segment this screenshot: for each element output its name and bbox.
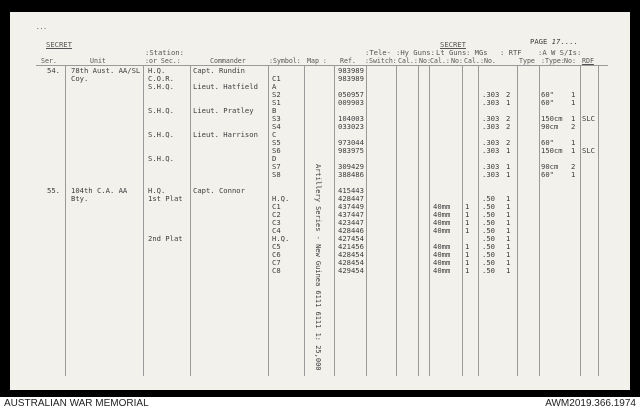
col-hy-guns: :Hy Guns:: [396, 48, 435, 57]
cell-mg-no: 1: [506, 226, 511, 235]
cell-aws-no: 1: [571, 114, 576, 123]
cell-aws-no: 2: [571, 162, 576, 171]
cell-sym: S3: [272, 114, 281, 123]
cell-mg-no: 1: [506, 266, 511, 275]
cell-aws-type: 60": [541, 98, 554, 107]
cell-sym: D: [272, 154, 277, 163]
cell-mg-cal: .50: [482, 250, 495, 259]
cell-sym: H.Q.: [272, 194, 290, 203]
col-divider: [429, 66, 430, 376]
cell-station: 1st Plat: [148, 194, 183, 203]
cell-mg-cal: .50: [482, 210, 495, 219]
cell-mg-no: 2: [506, 138, 511, 147]
cell-mg-no: 2: [506, 122, 511, 131]
cell-lt-no: 1: [465, 202, 470, 211]
col-aws: :A W S/Is:: [538, 48, 582, 57]
cell-station: 2nd Plat: [148, 234, 183, 243]
col-divider: [580, 66, 581, 376]
cell-lt-cal: 40mm: [433, 202, 451, 211]
cell-ref: 973044: [338, 138, 364, 147]
cell-aws-type: 60": [541, 170, 554, 179]
cell-aws-no: 1: [571, 98, 576, 107]
cell-sym: C1: [272, 74, 281, 83]
cell-ref: 428446: [338, 226, 364, 235]
col-lt-guns: Lt Guns: [436, 48, 467, 57]
cell-station: S.H.Q.: [148, 154, 174, 163]
col-station: :Station:: [145, 48, 184, 57]
cell-ref: 423447: [338, 218, 364, 227]
cell-lt-no: 1: [465, 258, 470, 267]
cell-mg-cal: .50: [482, 226, 495, 235]
document-page: [10, 12, 630, 390]
cell-sym: C8: [272, 266, 281, 275]
col-ref: Ref.: [340, 57, 356, 65]
cell-mg-no: 1: [506, 170, 511, 179]
cell-ref: 428454: [338, 258, 364, 267]
col-divider: [418, 66, 419, 376]
cell-lt-no: 1: [465, 266, 470, 275]
cell-lt-cal: 40mm: [433, 242, 451, 251]
cell-ref: 104003: [338, 114, 364, 123]
cell-mg-cal: .50: [482, 266, 495, 275]
cell-mg-no: 1: [506, 146, 511, 155]
cell-unit: Coy.: [71, 74, 89, 83]
cell-aws-no: 2: [571, 122, 576, 131]
cell-aws-type: 60": [541, 90, 554, 99]
cell-rdf: SLC: [582, 114, 595, 123]
cell-unit: 78th Aust. AA/SL: [71, 66, 141, 75]
cell-sym: B: [272, 106, 277, 115]
cell-mg-no: 1: [506, 242, 511, 251]
col-or-sec: :or Sec.:: [145, 57, 181, 65]
col-rdf: RDF: [582, 57, 594, 65]
cell-station: H.Q.: [148, 66, 166, 75]
cell-mg-no: 1: [506, 210, 511, 219]
cell-ref: 421456: [338, 242, 364, 251]
col-cal1: Cal.:: [398, 57, 418, 65]
cell-mg-no: 2: [506, 90, 511, 99]
col-tele: :Tele-: [365, 48, 391, 57]
cell-station: S.H.Q.: [148, 106, 174, 115]
col-unit: Unit: [90, 57, 106, 65]
cell-ref: 428447: [338, 194, 364, 203]
cell-aws-no: 1: [571, 90, 576, 99]
cell-mg-no: 1: [506, 258, 511, 267]
cell-sym: A: [272, 82, 277, 91]
cell-lt-no: 1: [465, 218, 470, 227]
page-label-text: PAGE: [530, 37, 548, 46]
col-no4: No:: [564, 57, 576, 65]
cell-sym: C5: [272, 242, 281, 251]
cell-mg-cal: .50: [482, 242, 495, 251]
cell-sym: S8: [272, 170, 281, 179]
cell-mg-cal: .303: [482, 146, 500, 155]
cell-mg-cal: .303: [482, 162, 500, 171]
cell-rdf: SLC: [582, 146, 595, 155]
cell-ref: 388486: [338, 170, 364, 179]
cell-sym: S5: [272, 138, 281, 147]
col-symbol: :Symbol:: [269, 57, 301, 65]
cell-ref: 983989: [338, 74, 364, 83]
cell-lt-cal: 40mm: [433, 210, 451, 219]
cell-sym: C6: [272, 250, 281, 259]
cell-mg-no: 1: [506, 218, 511, 227]
cell-cmdr: Lieut. Harrison: [193, 130, 258, 139]
cell-sym: S6: [272, 146, 281, 155]
col-cal3: Cal.: [464, 57, 480, 65]
col-divider: [143, 66, 144, 376]
col-no1: No:: [419, 57, 431, 65]
map-series-note: Artillery Series - New Guinea 6111 6111 1: 25,000: [314, 164, 322, 371]
cell-mg-cal: .50: [482, 258, 495, 267]
cell-mg-no: 1: [506, 162, 511, 171]
cell-lt-no: 1: [465, 250, 470, 259]
cell-ref: 983975: [338, 146, 364, 155]
cell-lt-cal: 40mm: [433, 226, 451, 235]
cell-sym: S2: [272, 90, 281, 99]
cell-cmdr: Capt. Connor: [193, 186, 245, 195]
cell-sym: C3: [272, 218, 281, 227]
cell-aws-type: 150cm: [541, 146, 563, 155]
page-dots: ....: [560, 37, 578, 46]
cell-aws-no: 1: [571, 146, 576, 155]
cell-lt-cal: 40mm: [433, 258, 451, 267]
cell-mg-cal: .303: [482, 170, 500, 179]
secret-stamp-left: SECRET: [46, 40, 72, 49]
col-divider: [366, 66, 367, 376]
cell-aws-type: 90cm: [541, 162, 559, 171]
cell-sym: C4: [272, 226, 281, 235]
cell-ref: 428454: [338, 250, 364, 259]
cell-ref: 050957: [338, 90, 364, 99]
cell-aws-no: 1: [571, 170, 576, 179]
cell-ser: 55.: [47, 186, 60, 195]
cell-ref: 309429: [338, 162, 364, 171]
cell-station: S.H.Q.: [148, 82, 174, 91]
cell-mg-cal: .50: [482, 234, 495, 243]
cell-unit: 104th C.A. AA: [71, 186, 128, 195]
col-divider: [304, 66, 305, 376]
col-divider: [334, 66, 335, 376]
cell-lt-cal: 40mm: [433, 266, 451, 275]
col-no2: No:: [451, 57, 463, 65]
cell-ref: 427454: [338, 234, 364, 243]
cell-sym: S7: [272, 162, 281, 171]
cell-sym: C1: [272, 202, 281, 211]
col-ser: Ser.: [41, 57, 57, 65]
cell-mg-no: 1: [506, 250, 511, 259]
cell-ref: 429454: [338, 266, 364, 275]
corner-mark: ...: [36, 24, 47, 31]
col-divider: [396, 66, 397, 376]
col-rtf: : RTF: [500, 48, 522, 57]
col-type: Type: [519, 57, 535, 65]
cell-cmdr: Capt. Rundin: [193, 66, 245, 75]
cell-aws-type: 90cm: [541, 122, 559, 131]
cell-lt-no: 1: [465, 242, 470, 251]
cell-lt-no: 1: [465, 210, 470, 219]
cell-mg-no: 1: [506, 202, 511, 211]
cell-lt-cal: 40mm: [433, 218, 451, 227]
col-switch: :Switch:: [365, 57, 397, 65]
cell-cmdr: Lieut. Pratley: [193, 106, 254, 115]
cell-mg-no: 2: [506, 114, 511, 123]
col-divider: [462, 66, 463, 376]
col-divider: [65, 66, 66, 376]
cell-aws-type: 150cm: [541, 114, 563, 123]
col-divider: [268, 66, 269, 376]
cell-sym: S1: [272, 98, 281, 107]
footer-bar: [0, 397, 640, 411]
cell-station: H.Q.: [148, 186, 166, 195]
col-divider: [190, 66, 191, 376]
cell-mg-cal: .50: [482, 202, 495, 211]
cell-aws-no: 1: [571, 138, 576, 147]
col-map: Map :: [307, 57, 327, 65]
col-divider: [517, 66, 518, 376]
col-divider: [598, 66, 599, 376]
col-type2: :Type:: [541, 57, 565, 65]
col-commander: Commander: [210, 57, 246, 65]
cell-mg-no: 1: [506, 194, 511, 203]
cell-station: S.H.Q.: [148, 130, 174, 139]
cell-mg-cal: .303: [482, 98, 500, 107]
cell-lt-no: 1: [465, 226, 470, 235]
cell-mg-cal: .50: [482, 218, 495, 227]
cell-ref: 437447: [338, 210, 364, 219]
page-label: [530, 38, 578, 46]
cell-ref: 033023: [338, 122, 364, 131]
cell-mg-cal: .303: [482, 90, 500, 99]
cell-ref: 415443: [338, 186, 364, 195]
cell-mg-cal: .303: [482, 122, 500, 131]
col-mgs: : MGs: [466, 48, 488, 57]
cell-lt-cal: 40mm: [433, 250, 451, 259]
cell-ref: 437449: [338, 202, 364, 211]
page-number: 17: [551, 37, 561, 46]
cell-sym: S4: [272, 122, 281, 131]
cell-mg-cal: .50: [482, 194, 495, 203]
col-no3: :No.: [480, 57, 496, 65]
cell-mg-cal: .303: [482, 138, 500, 147]
cell-cmdr: Lieut. Hatfield: [193, 82, 258, 91]
cell-ref: 009903: [338, 98, 364, 107]
cell-mg-cal: .303: [482, 114, 500, 123]
cell-sym: C2: [272, 210, 281, 219]
col-cal2: Cal.:: [430, 57, 450, 65]
cell-aws-type: 60": [541, 138, 554, 147]
col-divider: [539, 66, 540, 376]
cell-ser: 54.: [47, 66, 60, 75]
footer-accession: AWM2019.366.1974: [545, 398, 636, 409]
cell-ref: 983989: [338, 66, 364, 75]
cell-sym: C: [272, 130, 277, 139]
secret-stamp-right: SECRET: [440, 40, 466, 49]
cell-unit: Bty.: [71, 194, 89, 203]
cell-sym: C7: [272, 258, 281, 267]
cell-mg-no: 1: [506, 234, 511, 243]
cell-sym: H.Q.: [272, 234, 290, 243]
col-divider: [478, 66, 479, 376]
footer-source: AUSTRALIAN WAR MEMORIAL: [4, 398, 149, 409]
cell-station: C.O.R.: [148, 74, 174, 83]
cell-mg-no: 1: [506, 98, 511, 107]
